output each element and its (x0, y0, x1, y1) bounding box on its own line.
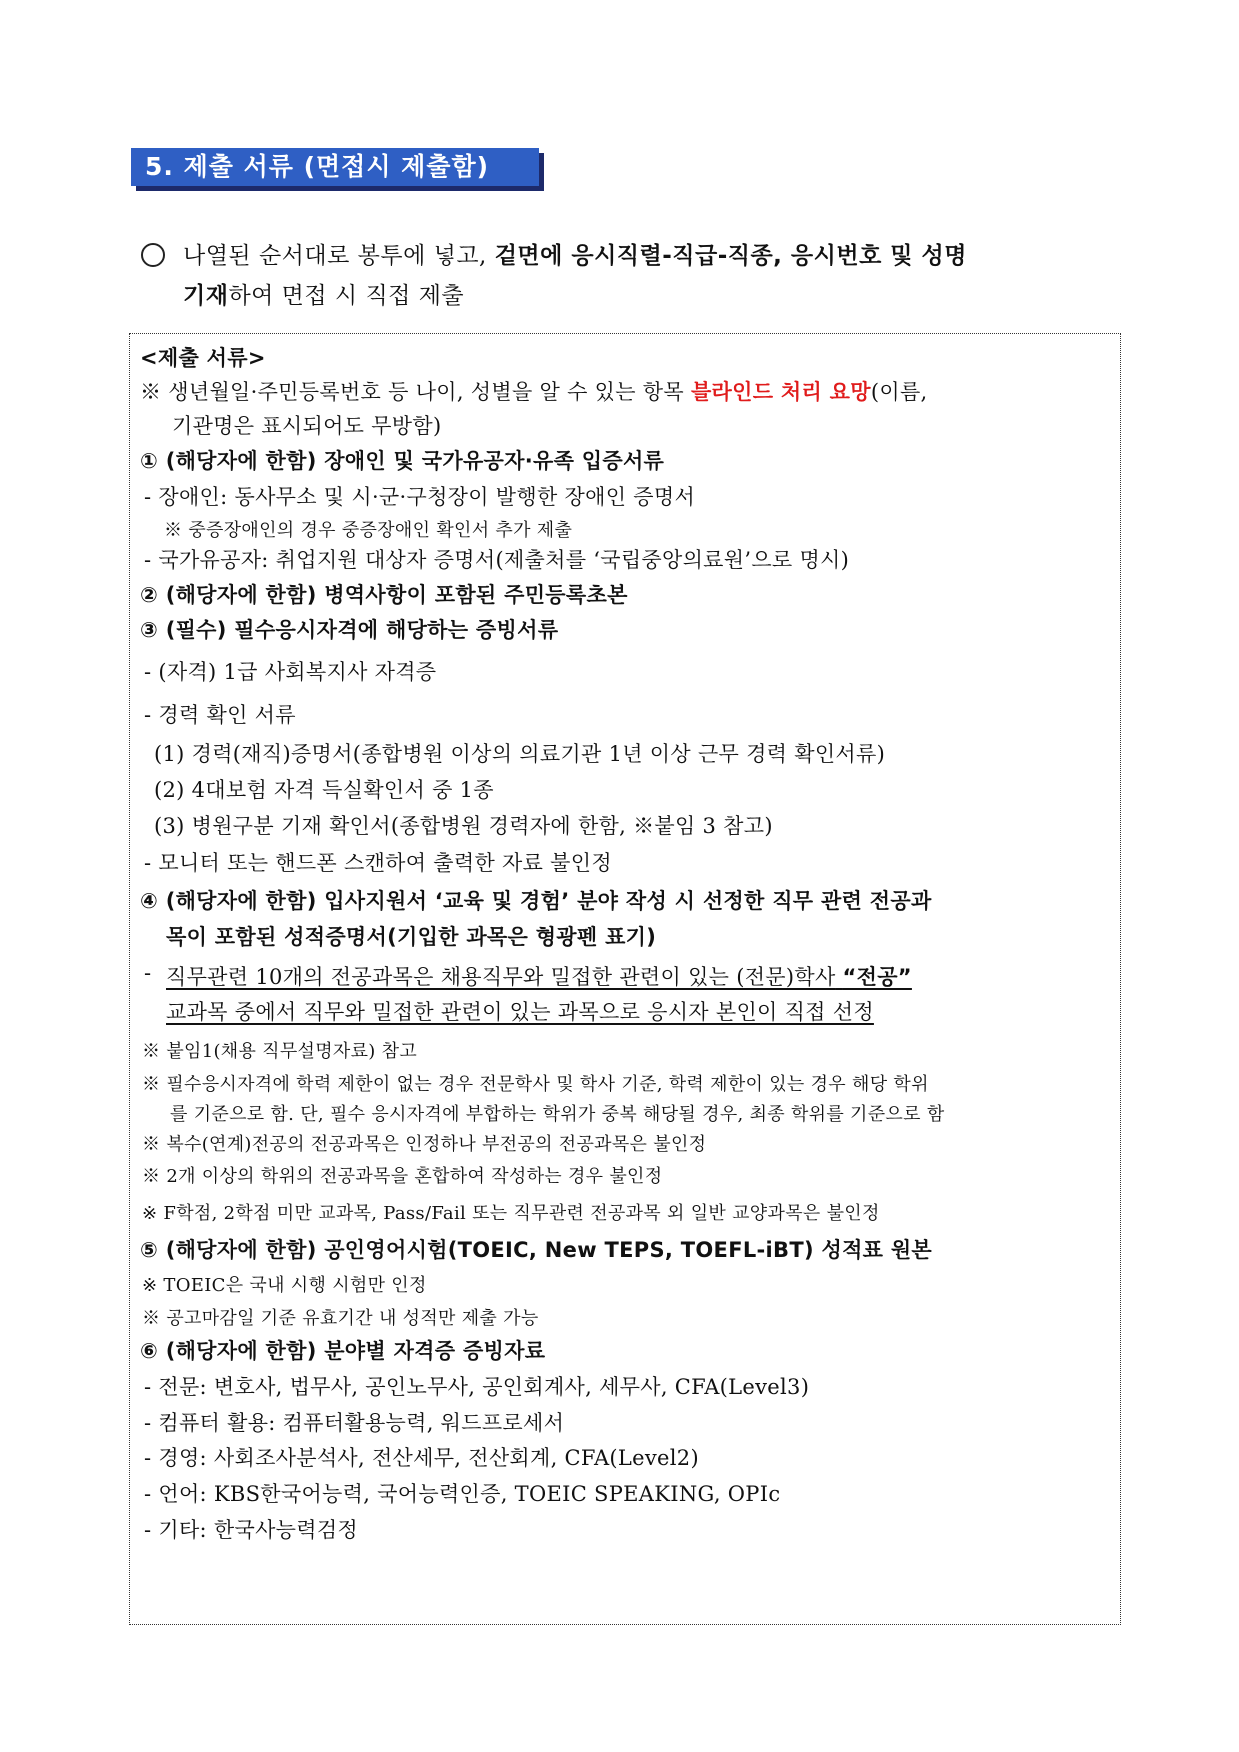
item4-underlined-line2: 교과목 중에서 직무와 밀접한 관련이 있는 과목으로 응시자 본인이 직접 선정 (166, 1000, 874, 1024)
item4-underlined-bold: “전공” (842, 965, 912, 989)
blind-notice-suffix: (이름, (870, 380, 928, 404)
intro-suffix: 하여 면접 시 직접 제출 (228, 283, 465, 309)
item2-title: ② (해당자에 한함) 병역사항이 포함된 주민등록초본 (140, 583, 628, 607)
box-heading: <제출 서류> (140, 346, 266, 370)
item3-subline: (2) 4대보험 자격 득실확인서 중 1종 (154, 778, 494, 802)
item6-title: ⑥ (해당자에 한함) 분야별 자격증 증빙자료 (140, 1339, 546, 1363)
item1-title: ① (해당자에 한함) 장애인 및 국가유공자·유족 입증서류 (140, 449, 665, 473)
item4-dash: - (144, 961, 152, 985)
item1-line: - 장애인: 동사무소 및 시·군·구청장이 발행한 장애인 증명서 (144, 485, 696, 509)
item1-line: - 국가유공자: 취업지원 대상자 증명서(제출처를 ‘국립중앙의료원’으로 명시) (144, 548, 850, 572)
item4-note: ※ 필수응시자격에 학력 제한이 없는 경우 전문학사 및 학사 기준, 학력 제한이 있는 경우 해당 학위 (142, 1074, 929, 1095)
intro-bold-instruction: 겉면에 응시직렬-직급-직종, 응시번호 및 성명 (494, 243, 967, 269)
circle-bullet-icon (141, 243, 165, 267)
item3-subline: (3) 병원구분 기재 확인서(종합병원 경력자에 한함, ※붙임 3 참고) (154, 814, 773, 838)
blind-notice-prefix: ※ 생년월일·주민등록번호 등 나이, 성별을 알 수 있는 항목 (140, 380, 684, 404)
item4-note: ※ 복수(연계)전공의 전공과목은 인정하나 부전공의 전공과목은 불인정 (142, 1134, 707, 1155)
blind-notice (140, 376, 928, 406)
item4-title-line2: 목이 포함된 성적증명서(기입한 과목은 형광펜 표기) (166, 925, 657, 949)
item6-line: - 기타: 한국사능력검정 (144, 1518, 358, 1542)
item4-title: ④ (해당자에 한함) 입사지원서 ‘교육 및 경험’ 분야 작성 시 선정한 직무 관련 전공과 (140, 889, 932, 913)
item3-line: - (자격) 1급 사회복지사 자격증 (144, 660, 437, 684)
item4-note-continued: 를 기준으로 함. 단, 필수 응시자격에 부합하는 학위가 중복 해당될 경우, 최종 학위를 기준으로 함 (170, 1104, 945, 1125)
item5-title: ⑤ (해당자에 한함) 공인영어시험(TOEIC, New TEPS, TOEFL-iBT) 성적표 원본 (140, 1238, 933, 1262)
section-title: 5. 제출 서류 (면접시 제출함) (131, 148, 539, 186)
item3-line: - 모니터 또는 핸드폰 스캔하여 출력한 자료 불인정 (144, 851, 612, 875)
intro-paragraph (141, 236, 1121, 316)
item1-note: ※ 중증장애인의 경우 중증장애인 확인서 추가 제출 (164, 520, 573, 541)
blind-notice-line2: 기관명은 표시되어도 무방함) (172, 414, 442, 438)
item4-underlined-text: 직무관련 10개의 전공과목은 채용직무와 밀접한 관련이 있는 (전문)학사 (166, 965, 836, 989)
item6-line: - 전문: 변호사, 법무사, 공인노무사, 공인회계사, 세무사, CFA(Level3) (144, 1375, 810, 1399)
item4-note: ※ 붙임1(채용 직무설명자료) 참고 (142, 1041, 418, 1062)
item3-line: - 경력 확인 서류 (144, 703, 296, 727)
item5-note: ※ 공고마감일 기준 유효기간 내 성적만 제출 가능 (142, 1308, 539, 1329)
intro-line2 (183, 276, 1121, 316)
item3-subline: (1) 경력(재직)증명서(종합병원 이상의 의료기관 1년 이상 근무 경력 확인서류) (154, 742, 886, 766)
item6-line: - 경영: 사회조사분석사, 전산세무, 전산회계, CFA(Level2) (144, 1446, 699, 1470)
item4-note: ※ F학점, 2학점 미만 교과목, Pass/Fail 또는 직무관련 전공과목 외 일반 교양과목은 불인정 (142, 1203, 880, 1224)
item6-line: - 컴퓨터 활용: 컴퓨터활용능력, 워드프로세서 (144, 1411, 565, 1435)
intro-bold-fill: 기재 (183, 283, 229, 309)
item3-title: ③ (필수) 필수응시자격에 해당하는 증빙서류 (140, 618, 559, 642)
documents-box (129, 333, 1121, 1625)
item4-underlined-line1 (166, 961, 912, 991)
item5-note: ※ TOEIC은 국내 시행 시험만 인정 (142, 1275, 427, 1296)
blind-notice-highlight: 블라인드 처리 요망 (690, 380, 871, 404)
intro-prefix: 나열된 순서대로 봉투에 넣고, (183, 243, 487, 269)
item4-note: ※ 2개 이상의 학위의 전공과목을 혼합하여 작성하는 경우 불인정 (142, 1166, 663, 1187)
item6-line: - 언어: KBS한국어능력, 국어능력인증, TOEIC SPEAKING, OPIc (144, 1482, 781, 1506)
